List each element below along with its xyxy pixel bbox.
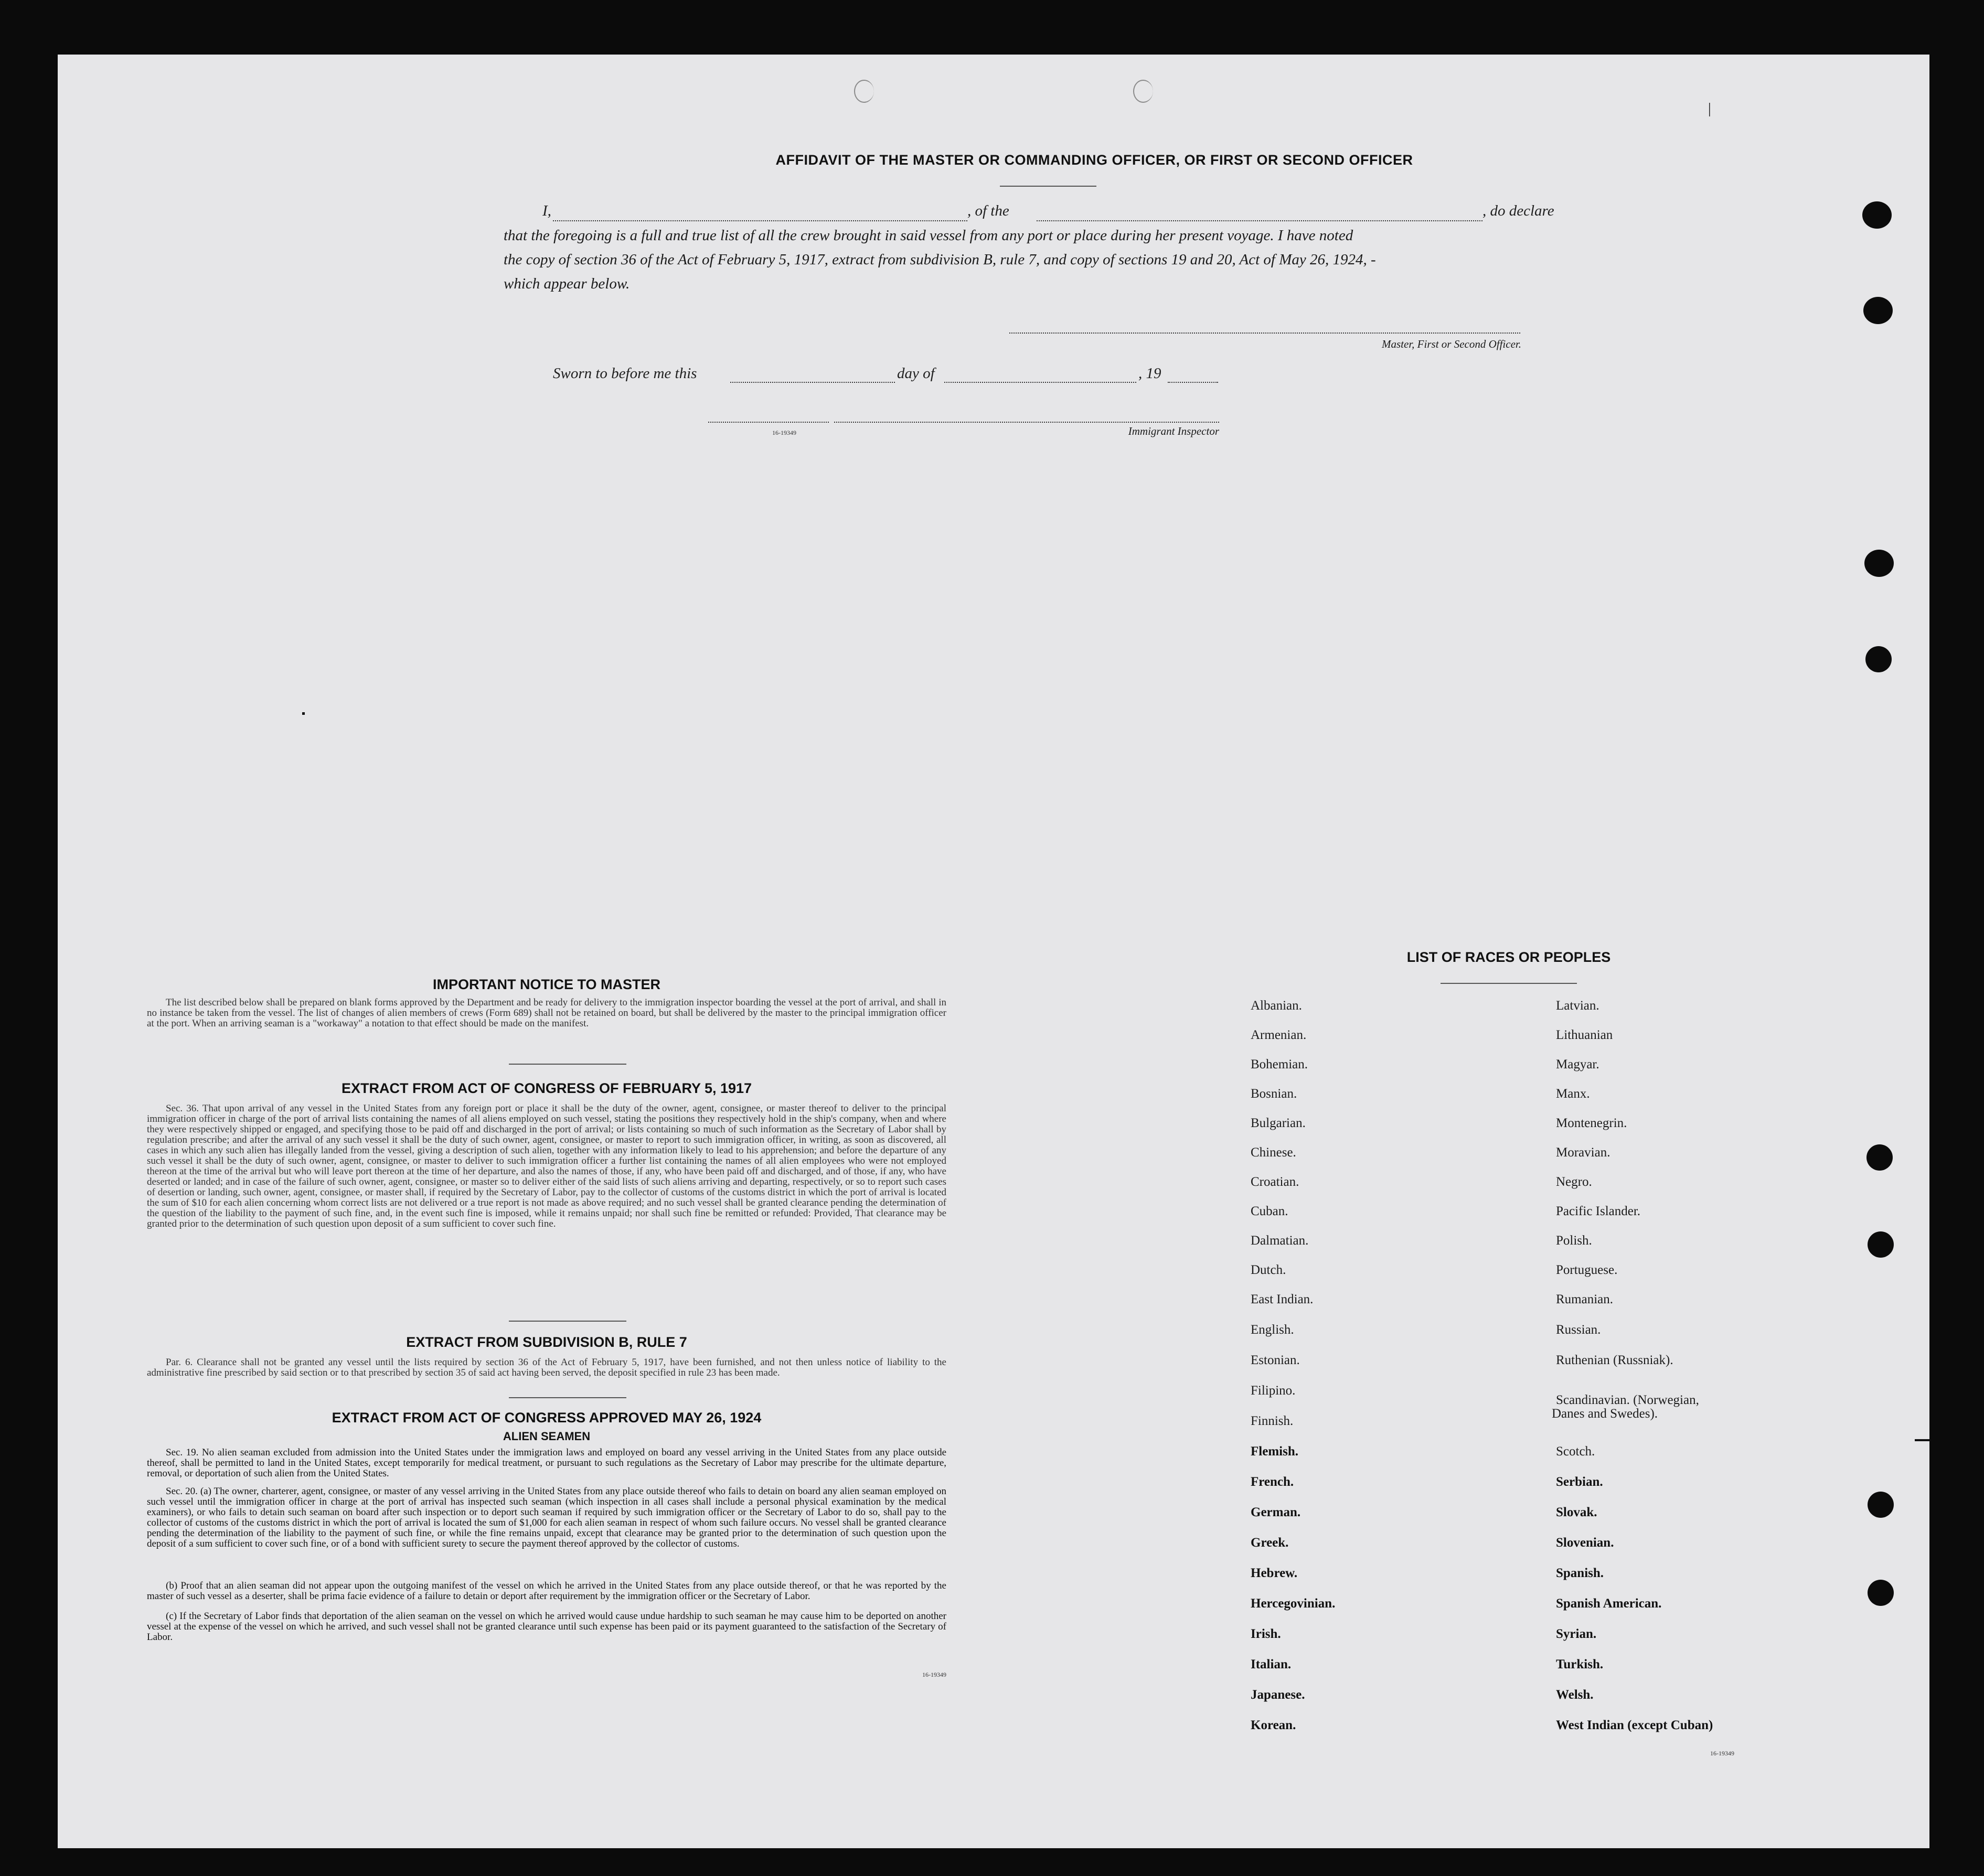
- sworn-day-of-label: day of: [897, 365, 935, 382]
- binder-hole: [1863, 297, 1893, 324]
- left-race-item: Estonian.: [1251, 1353, 1300, 1367]
- section-rule: [509, 1321, 626, 1322]
- left-race-item: Albanian.: [1251, 999, 1302, 1013]
- affidavit-line-3: the copy of section 36 of the Act of February 5, 1917, extract from subdivision B, rule 7, and copy of sections 19 and 20, Act of May 26, 1924, -: [504, 251, 1376, 268]
- section-rule: [509, 1064, 626, 1065]
- races-title: LIST OF RACES OR PEOPLES: [1406, 949, 1611, 965]
- left-race-item: Korean.: [1251, 1718, 1296, 1732]
- binder-hole: [1868, 1492, 1894, 1518]
- punch-arc: [1133, 80, 1153, 103]
- races-rule: [1441, 983, 1577, 984]
- left-race-item: Armenian.: [1251, 1028, 1307, 1042]
- scan-mark: [1915, 1439, 1929, 1441]
- left-race-item: Japanese.: [1251, 1688, 1305, 1702]
- left-race-item: Hebrew.: [1251, 1566, 1298, 1580]
- left-race-item: Flemish.: [1251, 1444, 1298, 1459]
- sworn-year-blank[interactable]: [1168, 382, 1218, 383]
- sec-19-text: [147, 1448, 946, 1479]
- document-sheet: [58, 55, 1929, 1848]
- rule-7-body: Par. 6. Clearance shall not be granted any vessel until the lists required by section 36 of the Act of February 5, 1917, have been furnished, and not then unless notice of liability to the administrative fine prescribed by said section or to that prescribed by section 35 of said act having been served, the deposit specified in rule 23 has been made.: [147, 1357, 946, 1378]
- right-race-item: Lithuanian: [1556, 1028, 1613, 1042]
- right-race-item: Scotch.: [1556, 1444, 1595, 1459]
- inspector-blank-1[interactable]: [708, 422, 829, 423]
- affidavit-line-2: that the foregoing is a full and true list of all the crew brought in said vessel from any port or place during her present voyage. I have noted: [504, 227, 1353, 244]
- right-race-item: Welsh.: [1556, 1688, 1594, 1702]
- left-race-item: French.: [1251, 1475, 1294, 1489]
- signature-blank[interactable]: [1009, 333, 1520, 334]
- vessel-blank[interactable]: [1037, 220, 1482, 221]
- sec-20b-text: [147, 1581, 946, 1602]
- inspector-blank-2[interactable]: [834, 422, 1219, 423]
- left-race-item: Greek.: [1251, 1536, 1289, 1550]
- left-race-item: Filipino.: [1251, 1384, 1296, 1398]
- sec-19-body: Sec. 19. No alien seaman excluded from admission into the United States under the immigration laws and employed on board any vessel arriving in the United States from any place outside thereof, shall be permitted to land in the United States, except temporarily for medical treatment, or pursuant to such regulations as the Secretary of Labor may prescribe for the ultimate departure, removal, or deportation of such alien from the United States.: [147, 1447, 946, 1479]
- left-race-item: Irish.: [1251, 1627, 1281, 1641]
- notice-title: IMPORTANT NOTICE TO MASTER: [433, 977, 660, 992]
- left-race-item: East Indian.: [1251, 1292, 1314, 1306]
- sec-20c-body: (c) If the Secretary of Labor finds that deportation of the alien seaman on the vessel on which he arrived would cause undue hardship to such seaman he may cause him to be deported on another vessel at the expense of the vessel on which he arrived, and such vessel shall not be granted clearance until such expense has been paid or its payment guaranteed to the satisfaction of the Secretary of Labor.: [147, 1611, 946, 1643]
- race-scandinavian-continued: Danes and Swedes).: [1552, 1407, 1658, 1421]
- binder-hole: [1865, 646, 1892, 672]
- extract-1924-title: EXTRACT FROM ACT OF CONGRESS APPROVED MAY 26, 1924: [332, 1410, 762, 1425]
- form-number: 16-19349: [772, 429, 796, 436]
- right-race-item: Syrian.: [1556, 1627, 1597, 1641]
- right-race-item: Russian.: [1556, 1323, 1601, 1337]
- right-race-item: Slovenian.: [1556, 1536, 1614, 1550]
- left-race-item: Italian.: [1251, 1657, 1292, 1671]
- right-race-item: Serbian.: [1556, 1475, 1603, 1489]
- left-race-item: Bulgarian.: [1251, 1116, 1306, 1130]
- left-race-item: English.: [1251, 1323, 1294, 1337]
- left-race-item: Dalmatian.: [1251, 1234, 1309, 1248]
- page-number-mark: |: [1708, 101, 1711, 117]
- sec-20a-body: Sec. 20. (a) The owner, charterer, agent, consignee, or master of any vessel arriving in the United States from any place outside thereof who fails to detain on board any alien seaman employed on such vessel until the immigration officer in charge at the port of arrival has inspected such seaman (which inspection in all cases shall include a personal physical examination by the medical examiners), or who fails to detain such seaman on board after such inspection or to deport such seaman if required by such immigration officer or the Secretary of Labor to do so, shall pay to the collector of customs of the customs district in which the port of arrival is located the sum of $1,000 for each alien seaman in respect of whom such failure occurs. No vessel shall be granted clearance pending the determination of the liability to the payment of such fine, or while the fine remains unpaid, except that clearance may be granted prior to the determination of such question upon the deposit of a sum sufficient to cover such fine, or of a bond with sufficient surety to secure the payment thereof approved by the collector of customs.: [147, 1486, 946, 1549]
- title-rule: [1000, 186, 1096, 187]
- left-race-item: Bosnian.: [1251, 1087, 1297, 1101]
- notice-text: [147, 998, 946, 1029]
- right-race-item: West Indian (except Cuban): [1556, 1718, 1713, 1732]
- sec-20a-text: [147, 1486, 946, 1549]
- right-race-item: Turkish.: [1556, 1657, 1604, 1671]
- extract-1917-body: Sec. 36. That upon arrival of any vessel in the United States from any foreign port or place it shall be the duty of the owner, agent, consignee, or master thereof to deliver to the principal immigration officer in charge of the port of arrival lists containing the names of all aliens employed on such vessel, stating the positions they respectively hold in the ship's company, when and where they were respectively shipped or engaged, and specifying those to be paid off and discharged in the port of arrival; or lists containing so much of such information as the Secretary of Labor shall by regulation prescribe; and after the arrival of any such vessel it shall be the duty of such owner, agent, consignee, or master to report to such immigration officer, in writing, as soon as discovered, all cases in which any such alien has illegally landed from the vessel, giving a description of such alien, together with any information likely to lead to his apprehension; and before the departure of any such vessel it shall be the duty of such owner, agent, consignee, or master to deliver to such immigration officer a further list containing the names of all alien employees who were not employed thereon at the time of the arrival but who will leave port thereon at the time of her departure, and also the names of those, if any, who have been paid off and discharged, and of those, if any, who have deserted or landed; and in case of the failure of such owner, agent, consignee, or master so to deliver either of the said lists of such aliens arriving and departing, respectively, or so to report such cases of desertion or landing, such owner, agent, consignee, or master shall, if required by the Secretary of Labor, pay to the collector of customs of the customs district in which the port of arrival is located the sum of $10 for each alien concerning whom correct lists are not delivered or a true report is not made as above required; and no such vessel shall be granted clearance pending the determination of the question of the liability to the payment of such fine, and, in the event such fine is imposed, while it remains unpaid; nor shall such fine be remitted or refunded: Provided, That clearance may be granted prior to the determination of such question upon deposit of a sum sufficient to cover such fine.: [147, 1103, 946, 1229]
- sworn-year-label: , 19: [1138, 365, 1161, 382]
- right-race-item: Spanish.: [1556, 1566, 1604, 1580]
- affidavit-line-4: which appear below.: [504, 275, 630, 292]
- rule-7-text: [147, 1357, 946, 1378]
- sworn-month-blank[interactable]: [944, 382, 1136, 383]
- left-race-item: Croatian.: [1251, 1175, 1299, 1189]
- right-race-item: Rumanian.: [1556, 1292, 1614, 1306]
- left-race-item: Finnish.: [1251, 1414, 1294, 1428]
- left-race-item: Hercegovinian.: [1251, 1596, 1336, 1611]
- extract-1917-text: [147, 1103, 946, 1229]
- right-race-item: Ruthenian (Russniak).: [1556, 1353, 1673, 1367]
- right-race-item: Manx.: [1556, 1087, 1590, 1101]
- right-race-item: Magyar.: [1556, 1057, 1599, 1071]
- extract-1917-title: EXTRACT FROM ACT OF CONGRESS OF FEBRUARY 5, 1917: [341, 1080, 752, 1096]
- left-race-item: Cuban.: [1251, 1204, 1288, 1218]
- left-race-item: Dutch.: [1251, 1263, 1286, 1277]
- scan-mark: [302, 712, 305, 715]
- affidavit-title: AFFIDAVIT OF THE MASTER OR COMMANDING OFFICER, OR FIRST OR SECOND OFFICER: [775, 152, 1413, 168]
- left-race-item: German.: [1251, 1505, 1301, 1519]
- binder-hole: [1862, 201, 1892, 229]
- left-race-item: Bohemian.: [1251, 1057, 1308, 1071]
- right-race-item: Slovak.: [1556, 1505, 1597, 1519]
- right-race-item: Polish.: [1556, 1234, 1592, 1248]
- sec-20c-text: [147, 1611, 946, 1643]
- notice-text-body: The list described below shall be prepared on blank forms approved by the Department and be ready for delivery to the immigration inspector boarding the vessel at the port of arrival, and shall in no instance be taken from the vessel. The list of changes of alien members of crews (Form 689) shall not be retained on board, but shall be delivered by the master to the principal immigration officer at the port. When an arriving seaman is a "workaway" a notation to that effect should be made on the manifest.: [147, 997, 946, 1029]
- alien-seamen-subtitle: ALIEN SEAMEN: [503, 1430, 591, 1443]
- right-race-item: Latvian.: [1556, 999, 1599, 1013]
- affidavit-declare-label: , do declare: [1482, 202, 1554, 219]
- inspector-label: Immigrant Inspector: [1128, 425, 1219, 437]
- left-race-item: Chinese.: [1251, 1145, 1296, 1160]
- affidavit-of-the-label: , of the: [967, 202, 1009, 219]
- signature-label: Master, First or Second Officer.: [1382, 338, 1521, 350]
- right-race-item: Negro.: [1556, 1175, 1592, 1189]
- punch-arc: [854, 80, 874, 103]
- rule-7-title: EXTRACT FROM SUBDIVISION B, RULE 7: [406, 1334, 687, 1350]
- sworn-day-blank[interactable]: [730, 382, 895, 383]
- right-race-item: Moravian.: [1556, 1145, 1610, 1160]
- sec-20b-body: (b) Proof that an alien seaman did not appear upon the outgoing manifest of the vessel on which he arrived in the United States from any place outside thereof, or that he was reported by the master of such vessel as a deserter, shall be prima facie evidence of a failure to detain or deport after requirement by the immigration officer or the Secretary of Labor.: [147, 1580, 946, 1602]
- binder-hole: [1868, 1580, 1894, 1606]
- affidavit-i-label: I,: [542, 202, 551, 219]
- form-number-left: 16-19349: [922, 1671, 946, 1678]
- binder-hole: [1864, 550, 1894, 577]
- sworn-label: Sworn to before me this: [553, 365, 697, 382]
- right-race-item: Montenegrin.: [1556, 1116, 1627, 1130]
- right-race-item: Spanish American.: [1556, 1596, 1662, 1611]
- form-number-right: 16-19349: [1710, 1750, 1734, 1757]
- binder-hole: [1868, 1231, 1894, 1258]
- section-rule: [509, 1397, 626, 1398]
- right-race-item: Portuguese.: [1556, 1263, 1618, 1277]
- right-race-item: Scandinavian. (Norwegian,: [1556, 1393, 1699, 1407]
- name-blank[interactable]: [553, 220, 967, 221]
- binder-hole: [1866, 1144, 1893, 1171]
- right-race-item: Pacific Islander.: [1556, 1204, 1641, 1218]
